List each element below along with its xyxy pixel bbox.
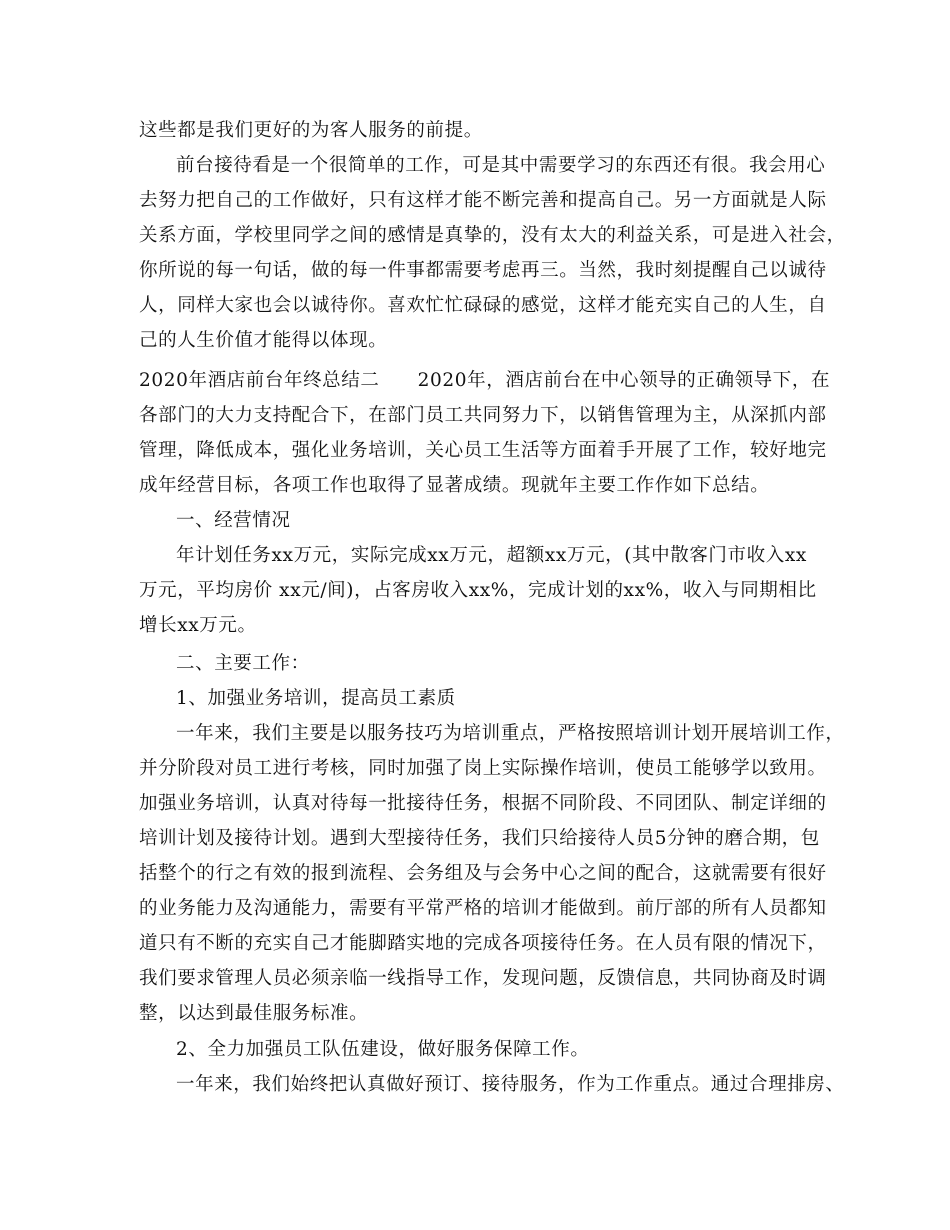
text-line: 加强业务培训，认真对待每一批接待任务，根据不同阶段、不同团队、制定详细的 (139, 793, 827, 814)
text-line: 人，同样大家也会以诚待你。喜欢忙忙碌碌的感觉，这样才能充实自己的人生，自 (139, 295, 827, 316)
text-line: 的业务能力及沟通能力，需要有平常严格的培训才能做到。前厅部的所有人员都知 (139, 898, 827, 919)
text-line: 增长xx万元。 (139, 615, 257, 636)
text-line: 道只有不断的充实自己才能脚踏实地的完成各项接待任务。在人员有限的情况下， (139, 933, 827, 954)
heading-operations: 一、经营情况 (176, 510, 291, 531)
text-line: 整，以达到最佳服务标准。 (139, 1003, 369, 1024)
text-line: 培训计划及接待计划。遇到大型接待任务，我们只给接待人员5分钟的磨合期，包 (139, 828, 820, 849)
subheading-team-building: 2、全力加强员工队伍建设，做好服务保障工作。 (176, 1039, 590, 1060)
text-line: 并分阶段对员工进行考核，同时加强了岗上实际操作培训，使员工能够学以致用。 (139, 758, 827, 779)
text-line: 成年经营目标，各项工作也取得了显著成绩。现就年主要工作作如下总结。 (139, 475, 770, 496)
text-line: 你所说的每一句话，做的每一件事都需要考虑再三。当然，我时刻提醒自己以诚待 (139, 260, 827, 281)
text-line: 我们要求管理人员必须亲临一线指导工作，发现问题，反馈信息，共同协商及时调 (139, 968, 827, 989)
text-line: 各部门的大力支持配合下，在部门员工共同努力下，以销售管理为主，从深抓内部 (139, 405, 827, 426)
text-line: 去努力把自己的工作做好，只有这样才能不断完善和提高自己。另一方面就是人际 (139, 190, 827, 211)
paragraph-first-line: 前台接待看是一个很简单的工作，可是其中需要学习的东西还有很。我会用心 (176, 155, 826, 176)
paragraph-first-line: 一年来，我们始终把认真做好预订、接待服务，作为工作重点。通过合理排房、 (176, 1074, 845, 1095)
heading-main-work: 二、主要工作： (176, 653, 310, 674)
text-line: 关系方面，学校里同学之间的感情是真挚的，没有太大的利益关系，可是进入社会， (139, 225, 846, 246)
text-line: 括整个的行之有效的报到流程、会务组及与会务中心之间的配合，这就需要有很好 (139, 863, 827, 884)
text-line: 管理，降低成本，强化业务培训，关心员工生活等方面着手开展了工作，较好地完 (139, 440, 827, 461)
section-title-line: 2020年酒店前台年终总结二 2020年，酒店前台在中心领导的正确领导下，在 (139, 370, 831, 391)
subheading-training: 1、加强业务培训，提高员工素质 (176, 688, 456, 709)
paragraph-first-line: 一年来，我们主要是以服务技巧为培训重点，严格按照培训计划开展培训工作， (176, 723, 845, 744)
paragraph-first-line: 年计划任务xx万元，实际完成xx万元，超额xx万元，(其中散客门市收入xx (176, 545, 807, 566)
text-line: 这些都是我们更好的为客人服务的前提。 (139, 120, 483, 141)
text-line: 己的人生价值才能得以体现。 (139, 330, 388, 351)
text-line: 万元，平均房价 xx元/间)，占客房收入xx%，完成计划的xx%，收入与同期相比 (139, 580, 817, 601)
